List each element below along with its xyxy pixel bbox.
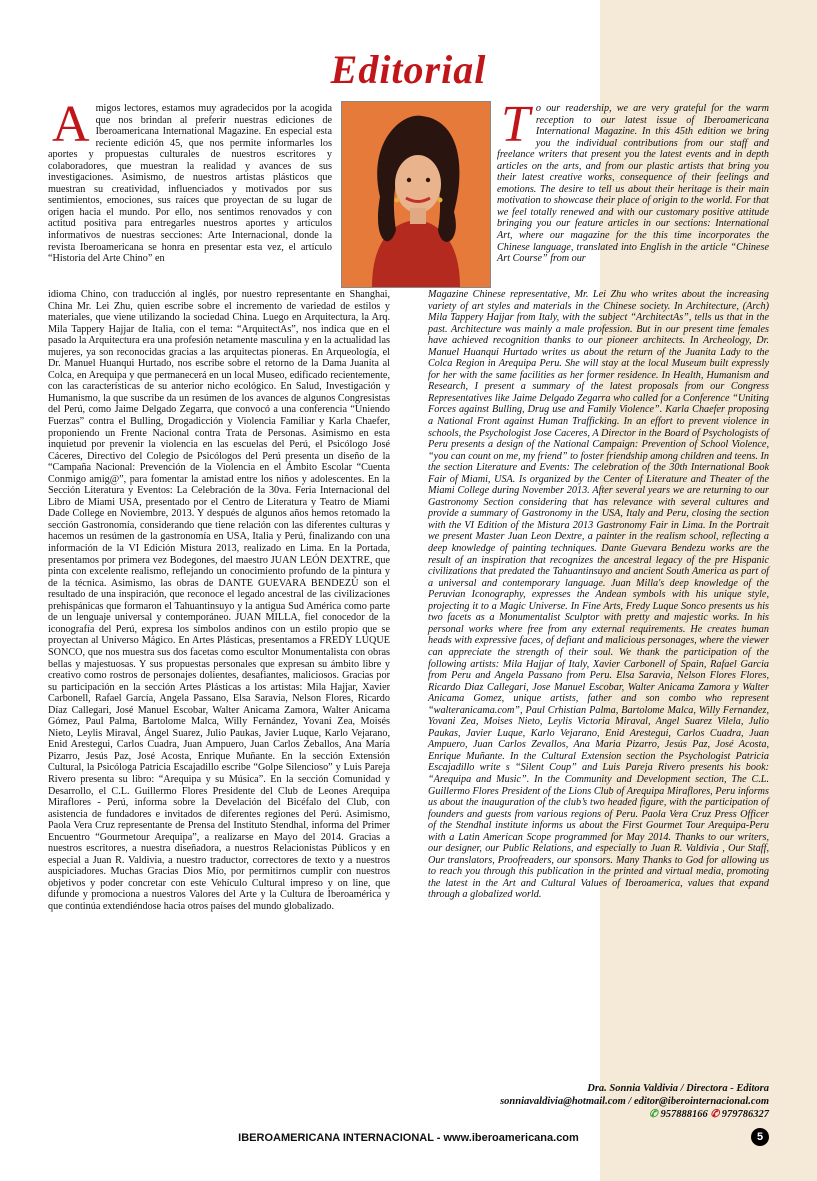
english-text-top bbox=[497, 96, 769, 265]
english-dropcap: T bbox=[501, 96, 530, 153]
spanish-paragraph-top: migos lectores, estamos muy agradecidos por la acogida que nos brindan al preferir nuestras ediciones de Iberoamericana International Magazine. En especial esta reciente edición 45, que nos permite informarles los aportes y propuestas culturales de nuestros escritores y colaboradores, que muestran la realidad y avances de sus investigaciones. Asimismo, de nuestros artistas plásticos que muestran su creatividad, influenciados y motivados por sus sentimientos, emociones, sus raíces que proyectan de su lugar de origen hacia el mundo. Por ello, nos sentimos renovados y con actitud positiva para entregarles nuestros aportes y artículos informativos de nuestras secciones: Arte Internacional, donde la revista Iberoamericana se honra en presentar esta vez, el artículo “Historia del Arte Chino” en bbox=[48, 103, 332, 265]
signature-emails: sonniavaldivia@hotmail.com / editor@iberointernacional.com bbox=[500, 1096, 769, 1107]
page-title: Editorial bbox=[330, 47, 487, 92]
signature-phones bbox=[500, 1108, 769, 1121]
signature-block bbox=[500, 1082, 769, 1121]
spanish-paragraph-rest: idioma Chino, con traducción al inglés, por nuestro representante en Shanghai, China Mr. Lei Zhu, quien escribe sobre el incremento de variedad de estilos y materiales, que viene utilizando la sociedad China. Luego en Arquitectura, la Arq. Mila Tappery Hajjar de Italia, con el tema: “ArquitectAs”, nos indica que en el pasado la Arquitectura era una profesión netamente masculina y en la actualidad las mujeres, ya son reconocidas gracias a las arquitectas pioneras. En Arqueología, el Dr. Manuel Huanqui Hurtado, nos escribe sobre el retorno de la Dama Juanita al Colca, en Arequipa y que permanecerá en un local Museo, edificado recientemente, con las características de su anterior nicho ecológico. En Salud, Investigación y Humanismo, la que suscribe da un resúmen de los avances de algunos Congresistas del Perú, como Jaime Delgado Zegarra, que convocó a una conferencia “Uniendo Fuerzas” contra el Bulling, Drogadicción y Violencia Familiar y Karla Chaefer, proponiendo un Frente Nacional contra Trata de Personas. Asimismo en esta inquietud por prevenir la violencia en las escuelas del Perú, el Psicólogo José Cáceres, Directivo del Colegio de Psicólogos del Perú presenta un diseño de la “Campaña Nacional: Prevención de la Violencia en el Ámbito Escolar “Cuenta Conmigo amig@”, para fomentar la amistad entre los niños y adolescentes. En la Sección Literatura y Eventos: La Celebración de la 30va. Feria Internacional del Libro de Miami USA, presentado por el Centro de Literatura y Teatro de Miami Dade College en Noviembre, 2013. Y después de algunos años hemos retomado la sección Gastronomía, considerando que tiene relación con las diferentes culturas y hacemos un resúmen de la gastronomía en USA, Italia y Perú, finalizando con una información de la VI Edición Mistura 2013, realizado en Lima. En la Portada, presentamos por primera vez Bodegones, del maestro JUAN LEÓN DEXTRE, que pinta con excelente realismo, reflejando un conocimiento profundo de la pintura y de la técnica. Asimismo, las obras de DANTE GUEVARA BENDEZÚ son el resultado de una inspiración, que reconoce el legado ancestral de las civilizaciones prehispánicas que formaron el Tahuantinsuyo y la antigua Sud América como parte de un lenguaje universal y contemporáneo. JUAN MILLA, fiel conocedor de la iconografía del Perú, expresa los símbolos andinos con un estilo propio que se proyectan al Universo Mágico. En Artes Plásticas, presentamos a FREDY LUQUE SONCO, que nos muestra sus dos facetas como escultor Monumentalista con obras bellas y majestuosas. Y sus propuestas personales que expresan su ámbito libre y creativo como rostros de personajes dolientes, desafiantes, maliciosos. Gracias por su participación en la sección Artes Plásticas a los artistas: Mila Hajjar, Xavier Carbonell, Rafael García, Angela Passano, Elsa Saravia, Nelson Flores, Ricardo Díaz Callegari, José Manuel Escobar, Walter Anicama Zamora, Walter Anicama Gómez, Paul Palma, Bartolome Malca, Willy Fernández, Yovani Zea, Moisés Nieto, Leylis Miraval, Ángel Suarez, Julio Paukas, Javier Luque, Karlo Vejarano, Enid Arestegui, Carlos Cuadra, Juan Ampuero, Juan Carlos Zeballos, Ana María Pizarro, Jesús Paz, José Acosta, Enrique Muñante. En la sección Extensión Cultural, la Psicóloga Patricia Escajadillo escribe “Golpe Silencioso” y Luis Pareja Rivero presenta su libro: “Arequipa y su Música”. En la sección Comunidad y Desarrollo, el C.L. Guillermo Flores Presidente del Club de Leones Arequipa Miraflores - Perú, informa sobre la Develación del Bicéfalo del Club, con asistencia de fundadores e invitados de diferentes regiones del Perú. Asimismo, Paola Vera Cruz representante de Prensa del Instituto Stendhal, informa del Primer Encuentro “Gourmetour Arequipa”, a realizarse en Mayo del 2014. Gracias a nuestros escritores, a nuestra diseñadora, a nuestros Relacionistas Públicos y en especial a Juan R. Valdivia, a nuestro traductor, correctores de texto y a nuestros auspiciadores. Muchas Gracias Dios Mío, por permitirnos cumplir con nuestros objetivos y poder concretar con este Vehículo Cultural impreso y on line, que difunde y promociona a nuestros Valores del Arte y la Cultura de Iberoamérica y que continúa extendiéndose hacia otros países del mundo globalizado. bbox=[48, 289, 390, 912]
english-text-rest bbox=[428, 289, 769, 901]
page-number: 5 bbox=[751, 1128, 769, 1146]
page-footer: IBEROAMERICANA INTERNACIONAL - www.iberoamericana.com bbox=[238, 1132, 579, 1144]
phone-number-1: 957888166 bbox=[660, 1109, 708, 1120]
spanish-text-rest bbox=[48, 289, 390, 913]
editor-portrait bbox=[341, 101, 491, 288]
phone-number-2: 979786327 bbox=[721, 1109, 769, 1120]
spanish-dropcap: A bbox=[52, 96, 90, 153]
phone-icon: ✆ bbox=[710, 1109, 720, 1120]
english-paragraph-top: o our readership, we are very grateful for the warm reception to our latest issue of Iberoamericana International Magazine. In this 45th edition we bring you the individual contributions from our staff and freelance writers that present you the latest events and in depth articles on the arts, and from our plastic artists that bring you their latest creative works, consequence of their feelings and emotions. The desire to tell us about their heritage is their main motivation to showcase their place of origin to the world. For that we feel totally renewed and with our customary positive attitude bringing you our feature articles in our sections: International Art, where our magazine for the this time incorporates the Chinese language, translated into English in the article “Chinese Art Course” from our bbox=[497, 103, 769, 265]
spanish-text-top bbox=[48, 96, 332, 265]
signature-name: Dra. Sonnia Valdivia / Directora - Editora bbox=[587, 1083, 769, 1094]
whatsapp-icon: ✆ bbox=[649, 1109, 658, 1120]
english-paragraph-rest: Magazine Chinese representative, Mr. Lei Zhu who writes about the increasing variety of art styles and materials in the Chinese society. In Architecture, (Arch) Mila Tappery Hajjar from Italy, with the subject “ArchitectAs”, tells us that in the past. Architecture was mainly a male profession. But in our present time females have achieved recognition thanks to our pioneer architects. In Archeology, Dr. Manuel Huanqui Hurtado writes us about the return of the Juanita Lady to the Colca Region in Arequipa Peru. She will stay at the local Museum built expressly for her with the same facilities as her former residence. In Health, Humanism and Research, I present a summary of the latest proposals from our Congress Representatives like Jaime Delgado Zegarra who called for a Conference “Uniting Forces against Bulling, Drug use and Family Violence”. Karla Chaefer proposing a National Front against Human Trafficking. In an effort to prevent violence in schools, the Psychologist Jose Caceres, A Director in the Board of Psychologists of Peru presents a design of the National Campaign: Prevention of School Violence, “you can count on me, my friend” to foster friendship among children and teens. In the section Literature and Events: The celebration of the 30th International Book Fair of Miami, USA. Is organized by the Center of Literature and Theater of the Miami College during November 2013. After several years we are returning to our Gastronomy Section considering that has relevance with several cultures and provide a summary of Gastronomy in the USA, Italy and Peru, closing the section with the VI Edition of the Mistura 2013 Gastronomy Fair in Lima. In the Portrait we present Master Juan Leon Dextre, a painter in the realism school, reflecting a deep knowledge of painting techniques. Dante Guevara Bendezu works are the result of an inspiration that recognizes the ancestral legacy of the pre Hispanic civilizations that predated the Tahuantinsuyo and ancient South America as part of a universal and contemporary language. Juan Milla's deep knowledge of the Peruvian Iconography, expresses the Andean symbols with his unique style, projecting it to a Magic Universe. In Fine Arts, Fredy Luque Sonco presents us his two facets as a Monumentalist Sculptor with pretty and majestic works. In his personal works where free from any external requirements. He creates human heads with expressive faces, of defiant and malicious personages, where the viewer can appreciate the strength of their soul. We thank the participation of the following artists: Mila Hajjar of Italy, Xavier Carbonell of Spain, Rafael Garcia from Peru and Angela Passano from Peru. Elsa Saravia, Nelson Flores Flores, Ricardo Diaz Callegari, Jose Manuel Escobar, Walter Anicama Zamora y Walter Anicama Gomez, unique artists, father and son combo who represent “walteranicama.com”, Paul Crhistian Palma, Bartolome Malca, Willy Fernandez, Yovani Zea, Moises Nieto, Leylis Victoria Miraval, Angel Suarez Vilela, Julio Paukas, Javier Luque, Karlo Vejarano, Enid Arestegui, Carlos Cuadra, Juan Ampuero, Juan Carlos Zevallos, Ana Maria Pizarro, Jesús Paz, José Acosta, Enrique Muñante. In the Cultural Extension section the Psychologist Patricia Escajadillo write s “Silent Coup” and Luis Pareja Rivero presents his book: “Arequipa and Music”. In the Community and Development section, The C.L. Guillermo Flores President of the Lions Club of Arequipa Miraflores, Peru informs us about the inauguration of the club’s two headed figure, with the participation of founders and guests from various regions of Peru. Paola Vera Cruz Press Officer of the Stendhal institute informs us about the First Gourmet Tour Arequipa-Peru with a Latin American Scope programmed for May 2014. Thanks to our writers, our designer, our Public Relations, and especially to Juan R. Valdivia , Our Staff, Our translators, Proofreaders, our sponsors. Many Thanks to God for allowing us to reach you through this publication in the printed and virtual media, promoting the latest in the Art and Cultural Values of Iberoamerica, values that expand through a globalized world. bbox=[428, 289, 769, 901]
